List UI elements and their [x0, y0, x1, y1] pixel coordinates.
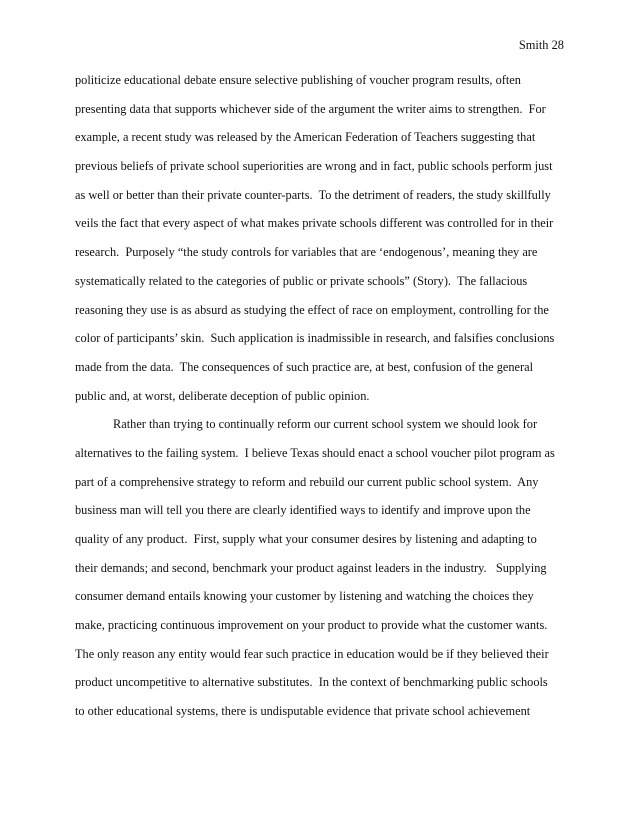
text-line: part of a comprehensive strategy to reform and rebuild our current public school system. Any [75, 474, 539, 489]
text-line: as well or better than their private counter-parts. To the detriment of readers, the study skillfully [75, 187, 551, 202]
text-line: business man will tell you there are clearly identified ways to identify and improve upon the [75, 503, 531, 518]
text-line: systematically related to the categories of public or private schools” (Story). The fallacious [75, 273, 528, 288]
text-line: politicize educational debate ensure selective publishing of voucher program results, often [75, 73, 521, 87]
text-line: consumer demand entails knowing your customer by listening and watching the choices they [75, 589, 534, 604]
text-line: The only reason any entity would fear such practice in education would be if they believed their [75, 646, 549, 661]
paragraph-first-line: Rather than trying to continually reform our current school system we should look for [113, 417, 538, 432]
text-line: make, practicing continuous improvement on your product to provide what the customer wants. [75, 618, 548, 633]
text-line: research. Purposely “the study controls for variables that are ‘endogenous’, meaning they are [75, 245, 538, 260]
running-head: Smith 28 [518, 38, 564, 52]
text-line: presenting data that supports whichever side of the argument the writer aims to strengthen. For [75, 101, 546, 116]
body-text [75, 73, 565, 733]
text-line: made from the data. The consequences of such practice are, at best, confusion of the general [75, 359, 534, 374]
text-line: alternatives to the failing system. I believe Texas should enact a school voucher pilot program as [75, 445, 555, 460]
text-line: quality of any product. First, supply what your consumer desires by listening and adapting to [75, 532, 537, 546]
text-line: previous beliefs of private school superiorities are wrong and in fact, public schools perform just [75, 159, 553, 174]
text-line: product uncompetitive to alternative substitutes. In the context of benchmarking public schools [75, 675, 548, 690]
text-line: color of participants’ skin. Such application is inadmissible in research, and falsifies conclusions [75, 331, 555, 346]
text-line: example, a recent study was released by the American Federation of Teachers suggesting that [75, 130, 536, 145]
text-line: public and, at worst, deliberate deception of public opinion. [75, 388, 370, 403]
text-line: their demands; and second, benchmark your product against leaders in the industry. Supplying [75, 560, 547, 575]
text-line: reasoning they use is as absurd as studying the effect of race on employment, controlling for the [75, 302, 549, 317]
text-line: veils the fact that every aspect of what makes private schools different was controlled for in their [75, 216, 554, 231]
text-line: to other educational systems, there is undisputable evidence that private school achievement [75, 704, 531, 719]
